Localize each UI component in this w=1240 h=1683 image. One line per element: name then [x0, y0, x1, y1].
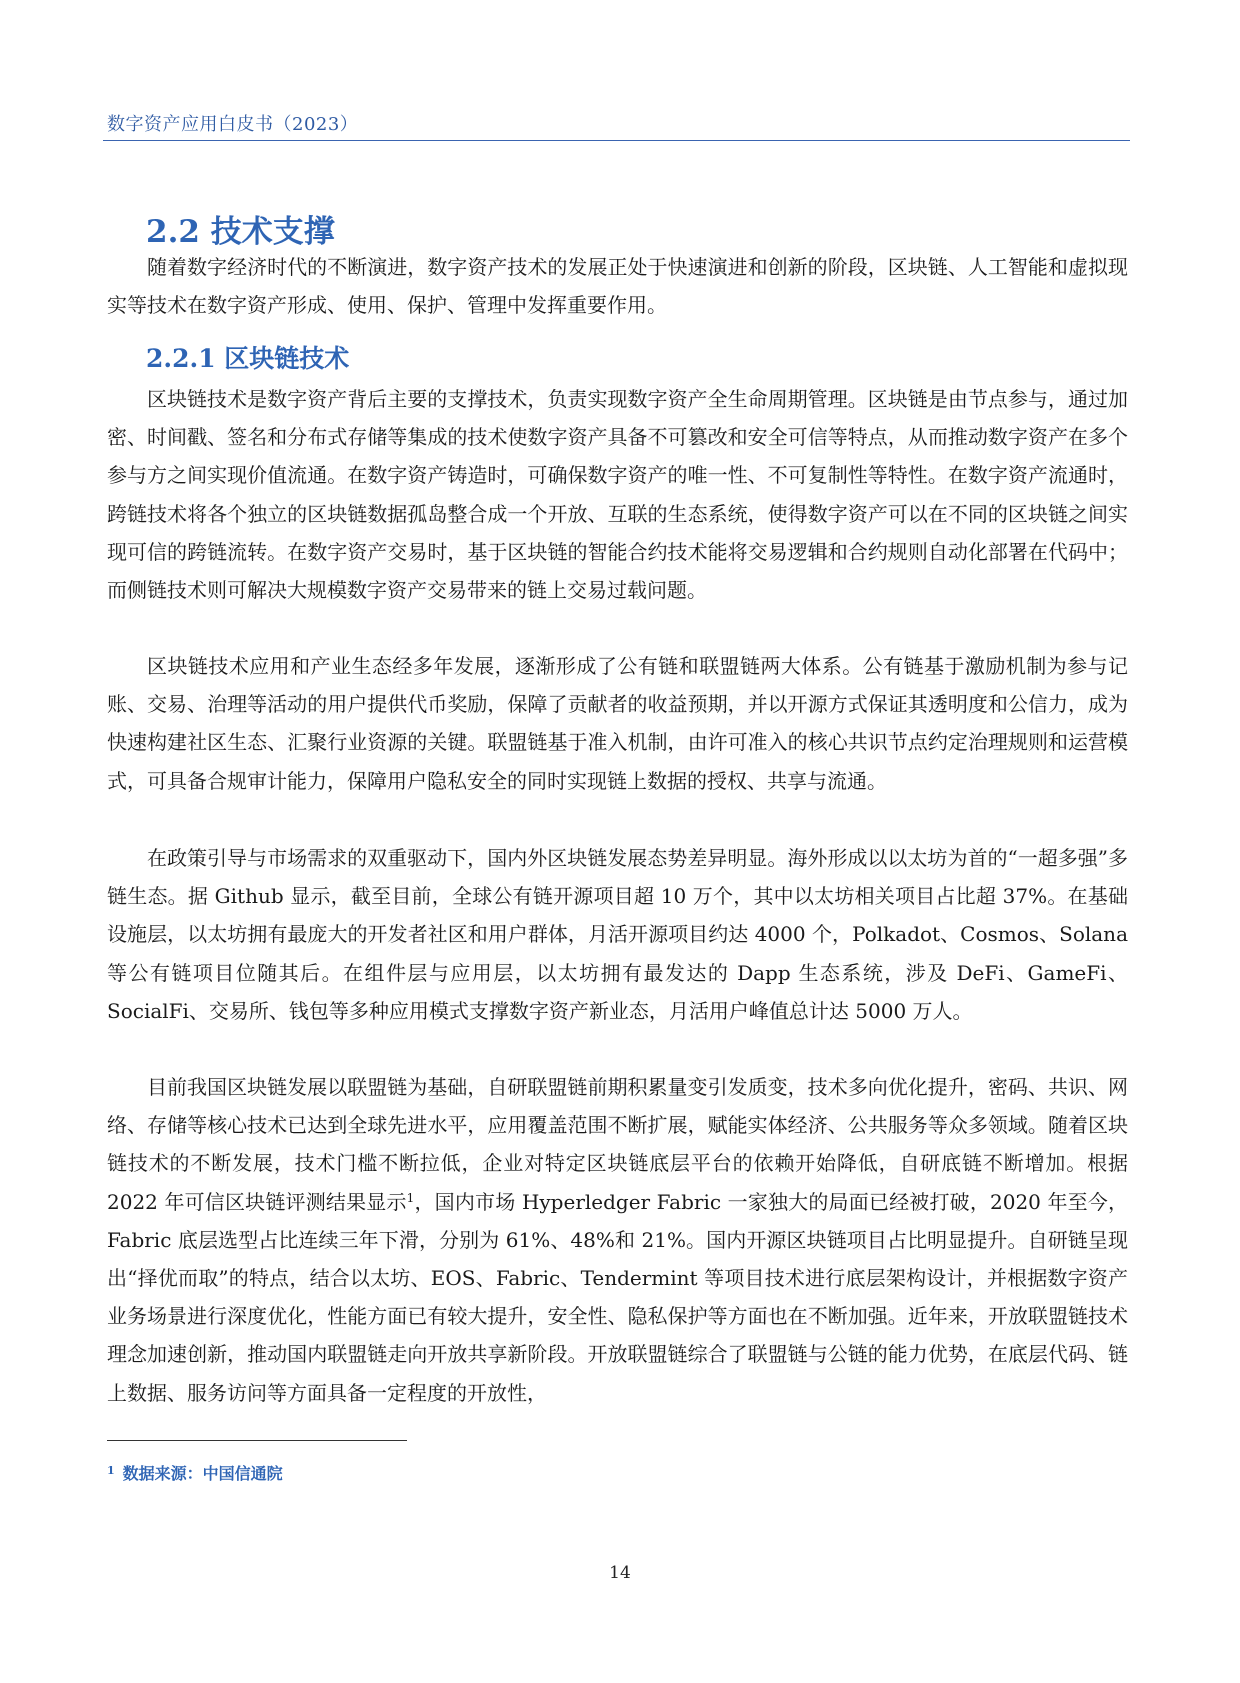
paragraph-4-text-b: ，国内市场 Hyperledger Fabric 一家独大的局面已经被打破，2020 年至今，Fabric 底层选型占比连续三年下滑，分别为 61%、48%和 21%。国内开源区块链项目占比明显提升。自研链呈现出“择优而取”的特点，结合以太坊、EOS、Fabric、Tendermint 等项目技术进行底层架构设计，并根据数字资产业务场景进行深度优化，性能方面已有较大提升，安全性、隐私保护等方面也在不断加强。近年来，开放联盟链技术理念加速创新，推动国内联盟链走向开放共享新阶段。开放联盟链综合了联盟链与公链的能力优势，在底层代码、链上数据、服务访问等方面具备一定程度的开放性， [107, 1189, 1128, 1405]
section-intro-paragraph: 随着数字经济时代的不断演进，数字资产技术的发展正处于快速演进和创新的阶段，区块链、人工智能和虚拟现实等技术在数字资产形成、使用、保护、管理中发挥重要作用。 [107, 255, 1128, 318]
footnote [107, 1461, 283, 1484]
body-paragraph-1: 区块链技术是数字资产背后主要的支撑技术，负责实现数字资产全生命周期管理。区块链是由节点参与，通过加密、时间戳、签名和分布式存储等集成的技术使数字资产具备不可篡改和安全可信等特点，从而推动数字资产在多个参与方之间实现价值流通。在数字资产铸造时，可确保数字资产的唯一性、不可复制性等特性。在数字资产流通时，跨链技术将各个独立的区块链数据孤岛整合成一个开放、互联的生态系统，使得数字资产可以在不同的区块链之间实现可信的跨链流转。在数字资产交易时，基于区块链的智能合约技术能将交易逻辑和合约规则自动化部署在代码中；而侧链技术则可解决大规模数字资产交易带来的链上交易过载问题。 [107, 387, 1128, 603]
footnote-text: 数据来源：中国信通院 [122, 1464, 283, 1483]
subsection-heading: 2.2.1 区块链技术 [146, 344, 350, 373]
footnote-mark: 1 [107, 1464, 115, 1477]
section-heading: 2.2 技术支撑 [146, 214, 335, 250]
footnote-reference[interactable]: 1 [406, 1190, 415, 1205]
running-header: 数字资产应用白皮书（2023） [107, 114, 359, 135]
footnote-rule [107, 1440, 407, 1441]
header-rule [103, 140, 1130, 141]
page-number: 14 [609, 1563, 631, 1583]
body-paragraph-2: 区块链技术应用和产业生态经多年发展，逐渐形成了公有链和联盟链两大体系。公有链基于激励机制为参与记账、交易、治理等活动的用户提供代币奖励，保障了贡献者的收益预期，并以开源方式保证其透明度和公信力，成为快速构建社区生态、汇聚行业资源的关键。联盟链基于准入机制，由许可准入的核心共识节点约定治理规则和运营模式，可具备合规审计能力，保障用户隐私安全的同时实现链上数据的授权、共享与流通。 [107, 654, 1128, 793]
body-paragraph-4 [107, 1068, 1128, 1412]
body-paragraph-3: 在政策引导与市场需求的双重驱动下，国内外区块链发展态势差异明显。海外形成以以太坊为首的“一超多强”多链生态。据 Github 显示，截至目前，全球公有链开源项目超 10 万个，其中以太坊相关项目占比超 37%。在基础设施层，以太坊拥有最庞大的开发者社区和用户群体，月活开源项目约达 4000 个，Polkadot、Cosmos、Solana 等公有链项目位随其后。在组件层与应用层，以太坊拥有最发达的 Dapp 生态系统，涉及 DeFi、GameFi、SocialFi、交易所、钱包等多种应用模式支撑数字资产新业态，月活用户峰值总计达 5000 万人。 [107, 846, 1128, 1023]
paragraph-4-text-a: 目前我国区块链发展以联盟链为基础，自研联盟链前期积累量变引发质变，技术多向优化提升，密码、共识、网络、存储等核心技术已达到全球先进水平，应用覆盖范围不断扩展，赋能实体经济、公共服务等众多领域。随着区块链技术的不断发展，技术门槛不断拉低，企业对特定区块链底层平台的依赖开始降低，自研底链不断增加。根据 2022 年可信区块链评测结果显示 [107, 1075, 1128, 1214]
